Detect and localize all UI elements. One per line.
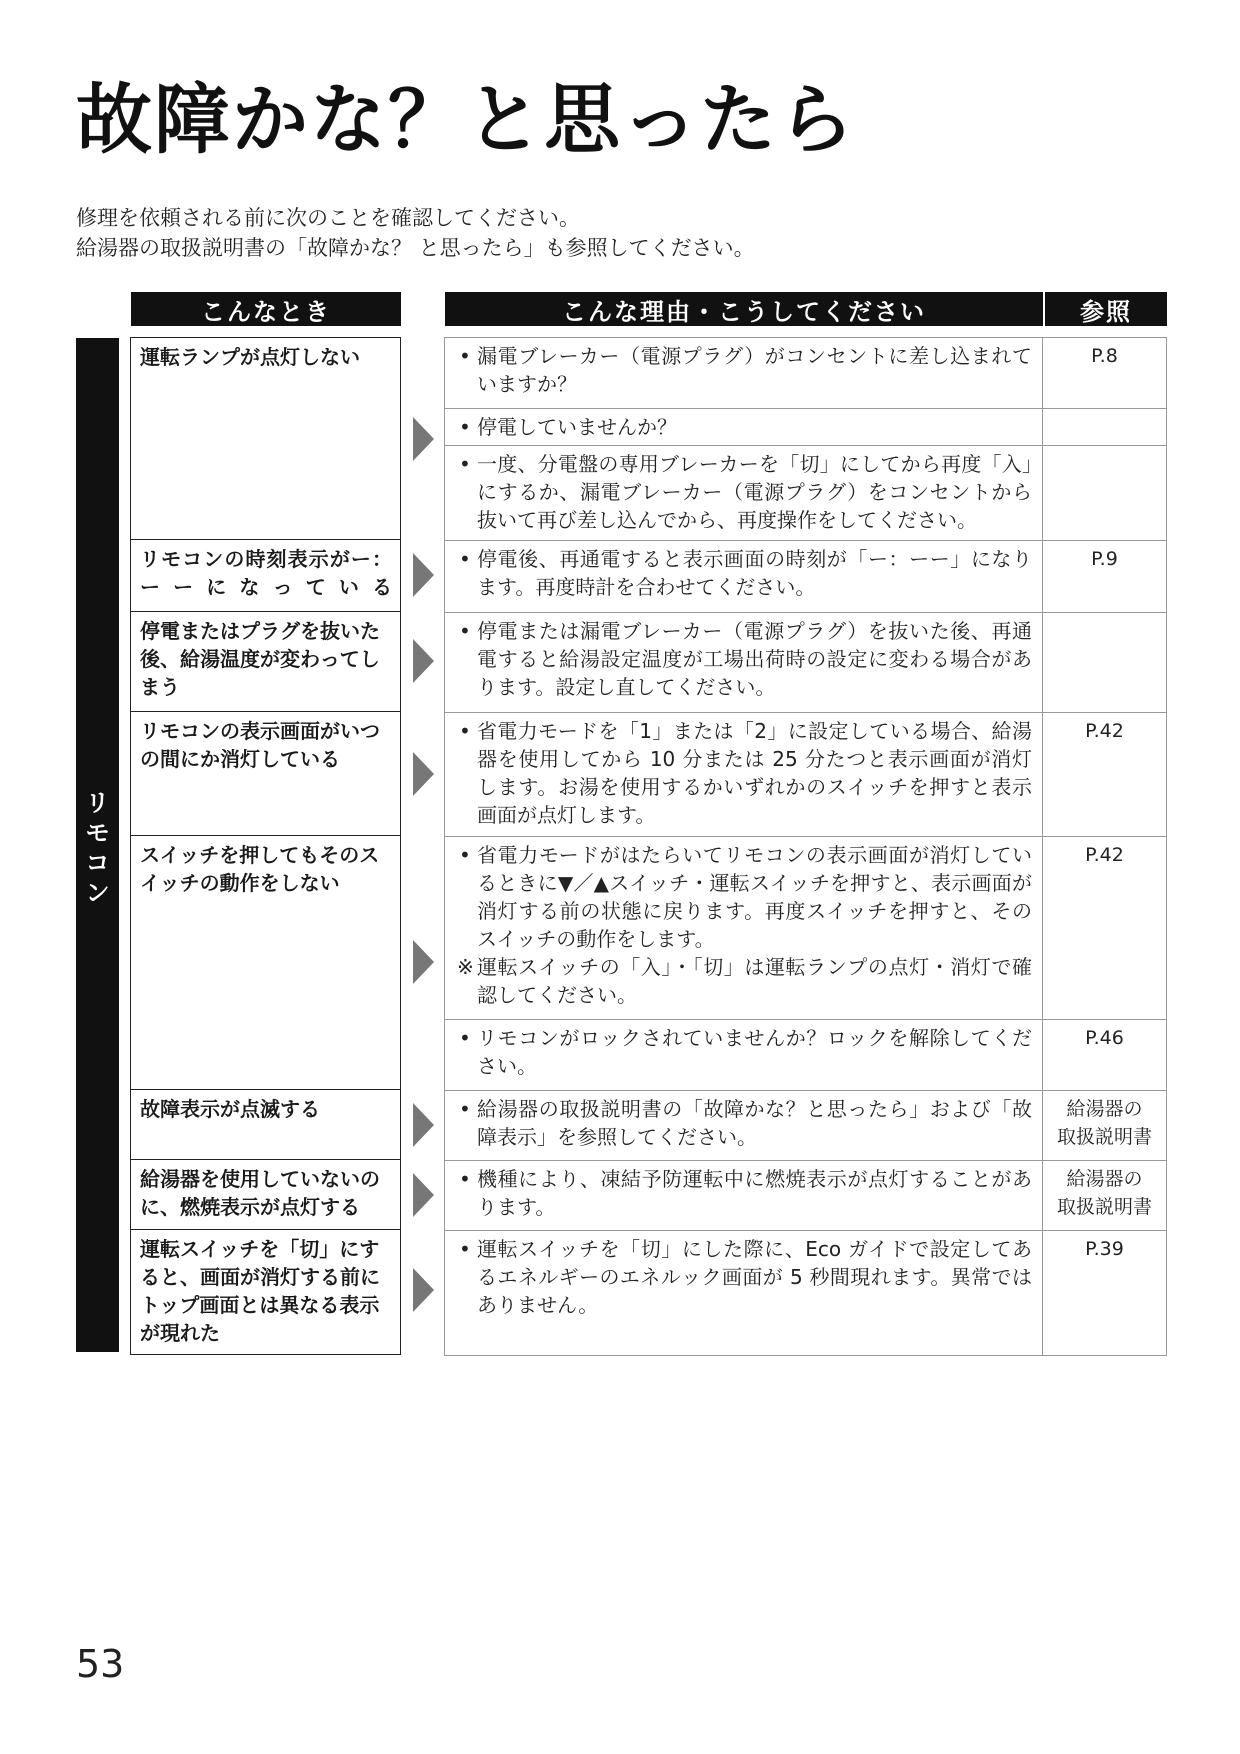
- answer-row: [445, 837, 1166, 1020]
- header-ref: 参照: [1045, 292, 1167, 326]
- symptom-cell: 停電またはプラグを抜いた後、給湯温度が変わってしまう: [130, 612, 401, 712]
- answer-text: • 一度、分電盤の専用ブレーカーを「切」にしてから再度「入」にするか、漏電ブレーカー（電源プラグ）をコンセントから抜いて再び差し込んでから、再度操作をしてください。: [457, 450, 1032, 534]
- section-label-char: モ: [85, 819, 110, 847]
- answer-cell: [445, 1161, 1043, 1230]
- answer-cell: [445, 1091, 1043, 1160]
- arrow-icon: [413, 553, 434, 597]
- reference-cell: P.42: [1085, 720, 1124, 742]
- arrow-icon: [413, 940, 434, 984]
- arrow-icon: [413, 752, 434, 796]
- reference-line: 取扱説明書: [1056, 1196, 1152, 1218]
- answer-row: [445, 613, 1166, 713]
- answer-row: [445, 409, 1166, 446]
- answer-text: • 停電していませんか？: [457, 413, 1032, 441]
- section-label-char: リ: [85, 789, 110, 817]
- answer-cell: [445, 338, 1043, 408]
- answer-text: • 省電力モードを「1」または「2」に設定している場合、給湯器を使用してから 10 分または 25 分たつと表示画面が消灯します。お湯を使用するかいずれかのスイッチを押すと表示画面が点灯します。: [457, 717, 1032, 829]
- intro-line: 修理を依頼される前に次のことを確認してください。: [76, 206, 580, 230]
- answer-row: [445, 338, 1166, 409]
- answer-row: [445, 1091, 1166, 1161]
- arrow-icon: [413, 417, 434, 461]
- reference-cell: [1043, 1161, 1166, 1230]
- answer-cell: [445, 446, 1043, 540]
- symptom-cell: スイッチを押してもそのスイッチの動作をしない: [130, 836, 401, 1090]
- answer-text: • 給湯器の取扱説明書の「故障かな？と思ったら」および「故障表示」を参照してください。: [457, 1095, 1032, 1151]
- section-label-char: コ: [85, 849, 110, 877]
- answer-row: [445, 713, 1166, 837]
- arrow-icon: [413, 639, 434, 683]
- arrow-icon: [413, 1173, 434, 1217]
- reference-cell: [1043, 1091, 1166, 1160]
- arrow-icon: [413, 1103, 434, 1147]
- page-number: 53: [76, 1642, 125, 1686]
- reference-line: 取扱説明書: [1056, 1126, 1152, 1148]
- symptom-cell: 運転スイッチを「切」にすると、画面が消灯する前にトップ画面とは異なる表示が現れた: [130, 1230, 401, 1355]
- reference-line: 給湯器の: [1066, 1098, 1143, 1120]
- reference-cell: P.9: [1091, 548, 1118, 570]
- reference-cell: [1043, 446, 1166, 540]
- reference-line: 給湯器の: [1066, 1168, 1143, 1190]
- symptom-cell: リモコンの表示画面がいつの間にか消灯している: [130, 712, 401, 836]
- answer-text: • 停電または漏電ブレーカー（電源プラグ）を抜いた後、再通電すると給湯設定温度が工場出荷時の設定に変わる場合があります。設定し直してください。: [457, 617, 1032, 701]
- symptom-cell: リモコンの時刻表示がー：ーーになっている: [130, 540, 401, 612]
- answer-row: [445, 446, 1166, 541]
- reference-cell: P.8: [1091, 345, 1118, 367]
- answer-row: [445, 1231, 1166, 1356]
- symptom-cell: 故障表示が点滅する: [130, 1090, 401, 1160]
- answer-cell: [445, 713, 1043, 836]
- symptom-column: [130, 337, 401, 1355]
- answer-row: [445, 541, 1166, 613]
- answer-cell: [445, 1231, 1043, 1355]
- reference-cell: [1043, 613, 1166, 712]
- header-when: こんなとき: [131, 292, 401, 326]
- note-text: 運転スイッチの「入」・「切」は運転ランプの点灯・消灯で確認してください。: [477, 955, 1032, 1007]
- symptom-cell: 運転ランプが点灯しない: [130, 337, 401, 540]
- reference-cell: [1043, 409, 1166, 445]
- answer-row: [445, 1161, 1166, 1231]
- note-mark: ※: [457, 955, 474, 979]
- page-title: 故障かな？と思ったら: [76, 75, 856, 164]
- intro-line: 給湯器の取扱説明書の「故障かな？ と思ったら」も参照してください。: [76, 236, 755, 260]
- answer-text: • 機種により、凍結予防運転中に燃焼表示が点灯することがあります。: [457, 1165, 1032, 1221]
- header-reason: こんな理由・こうしてください: [445, 292, 1043, 326]
- answer-cell: [445, 541, 1043, 612]
- section-label-char: ン: [85, 879, 110, 907]
- answer-cell: [445, 409, 1043, 445]
- answer-cell: [445, 1020, 1043, 1090]
- reference-cell: P.42: [1085, 844, 1124, 866]
- answer-row: [445, 1020, 1166, 1091]
- answer-cell: [445, 613, 1043, 712]
- answer-note: [457, 953, 1032, 1009]
- answer-text: • 漏電ブレーカー（電源プラグ）がコンセントに差し込まれていますか？: [457, 342, 1032, 398]
- answer-text: • 運転スイッチを「切」にした際に、Eco ガイドで設定してあるエネルギーのエネルック画面が 5 秒間現れます。異常ではありません。: [457, 1235, 1032, 1319]
- symptom-cell: 給湯器を使用していないのに、燃焼表示が点灯する: [130, 1160, 401, 1230]
- section-label: [76, 788, 119, 908]
- reference-cell: P.39: [1085, 1238, 1124, 1260]
- arrow-icon: [413, 1268, 434, 1312]
- answer-text: • リモコンがロックされていませんか？ロックを解除してください。: [457, 1024, 1032, 1080]
- reference-cell: P.46: [1085, 1027, 1124, 1049]
- answer-cell: [445, 837, 1043, 1019]
- answer-text: • 停電後、再通電すると表示画面の時刻が「ー：ーー」になります。再度時計を合わせてください。: [457, 545, 1032, 601]
- answer-text: • 省電力モードがはたらいてリモコンの表示画面が消灯しているときに▼／▲スイッチ・運転スイッチを押すと、表示画面が消灯する前の状態に戻ります。再度スイッチを押すと、そのスイッチの動作をします。: [457, 841, 1032, 953]
- answers-table: [444, 337, 1167, 1356]
- section-sidebar: [76, 338, 119, 1352]
- intro-text: [76, 203, 755, 263]
